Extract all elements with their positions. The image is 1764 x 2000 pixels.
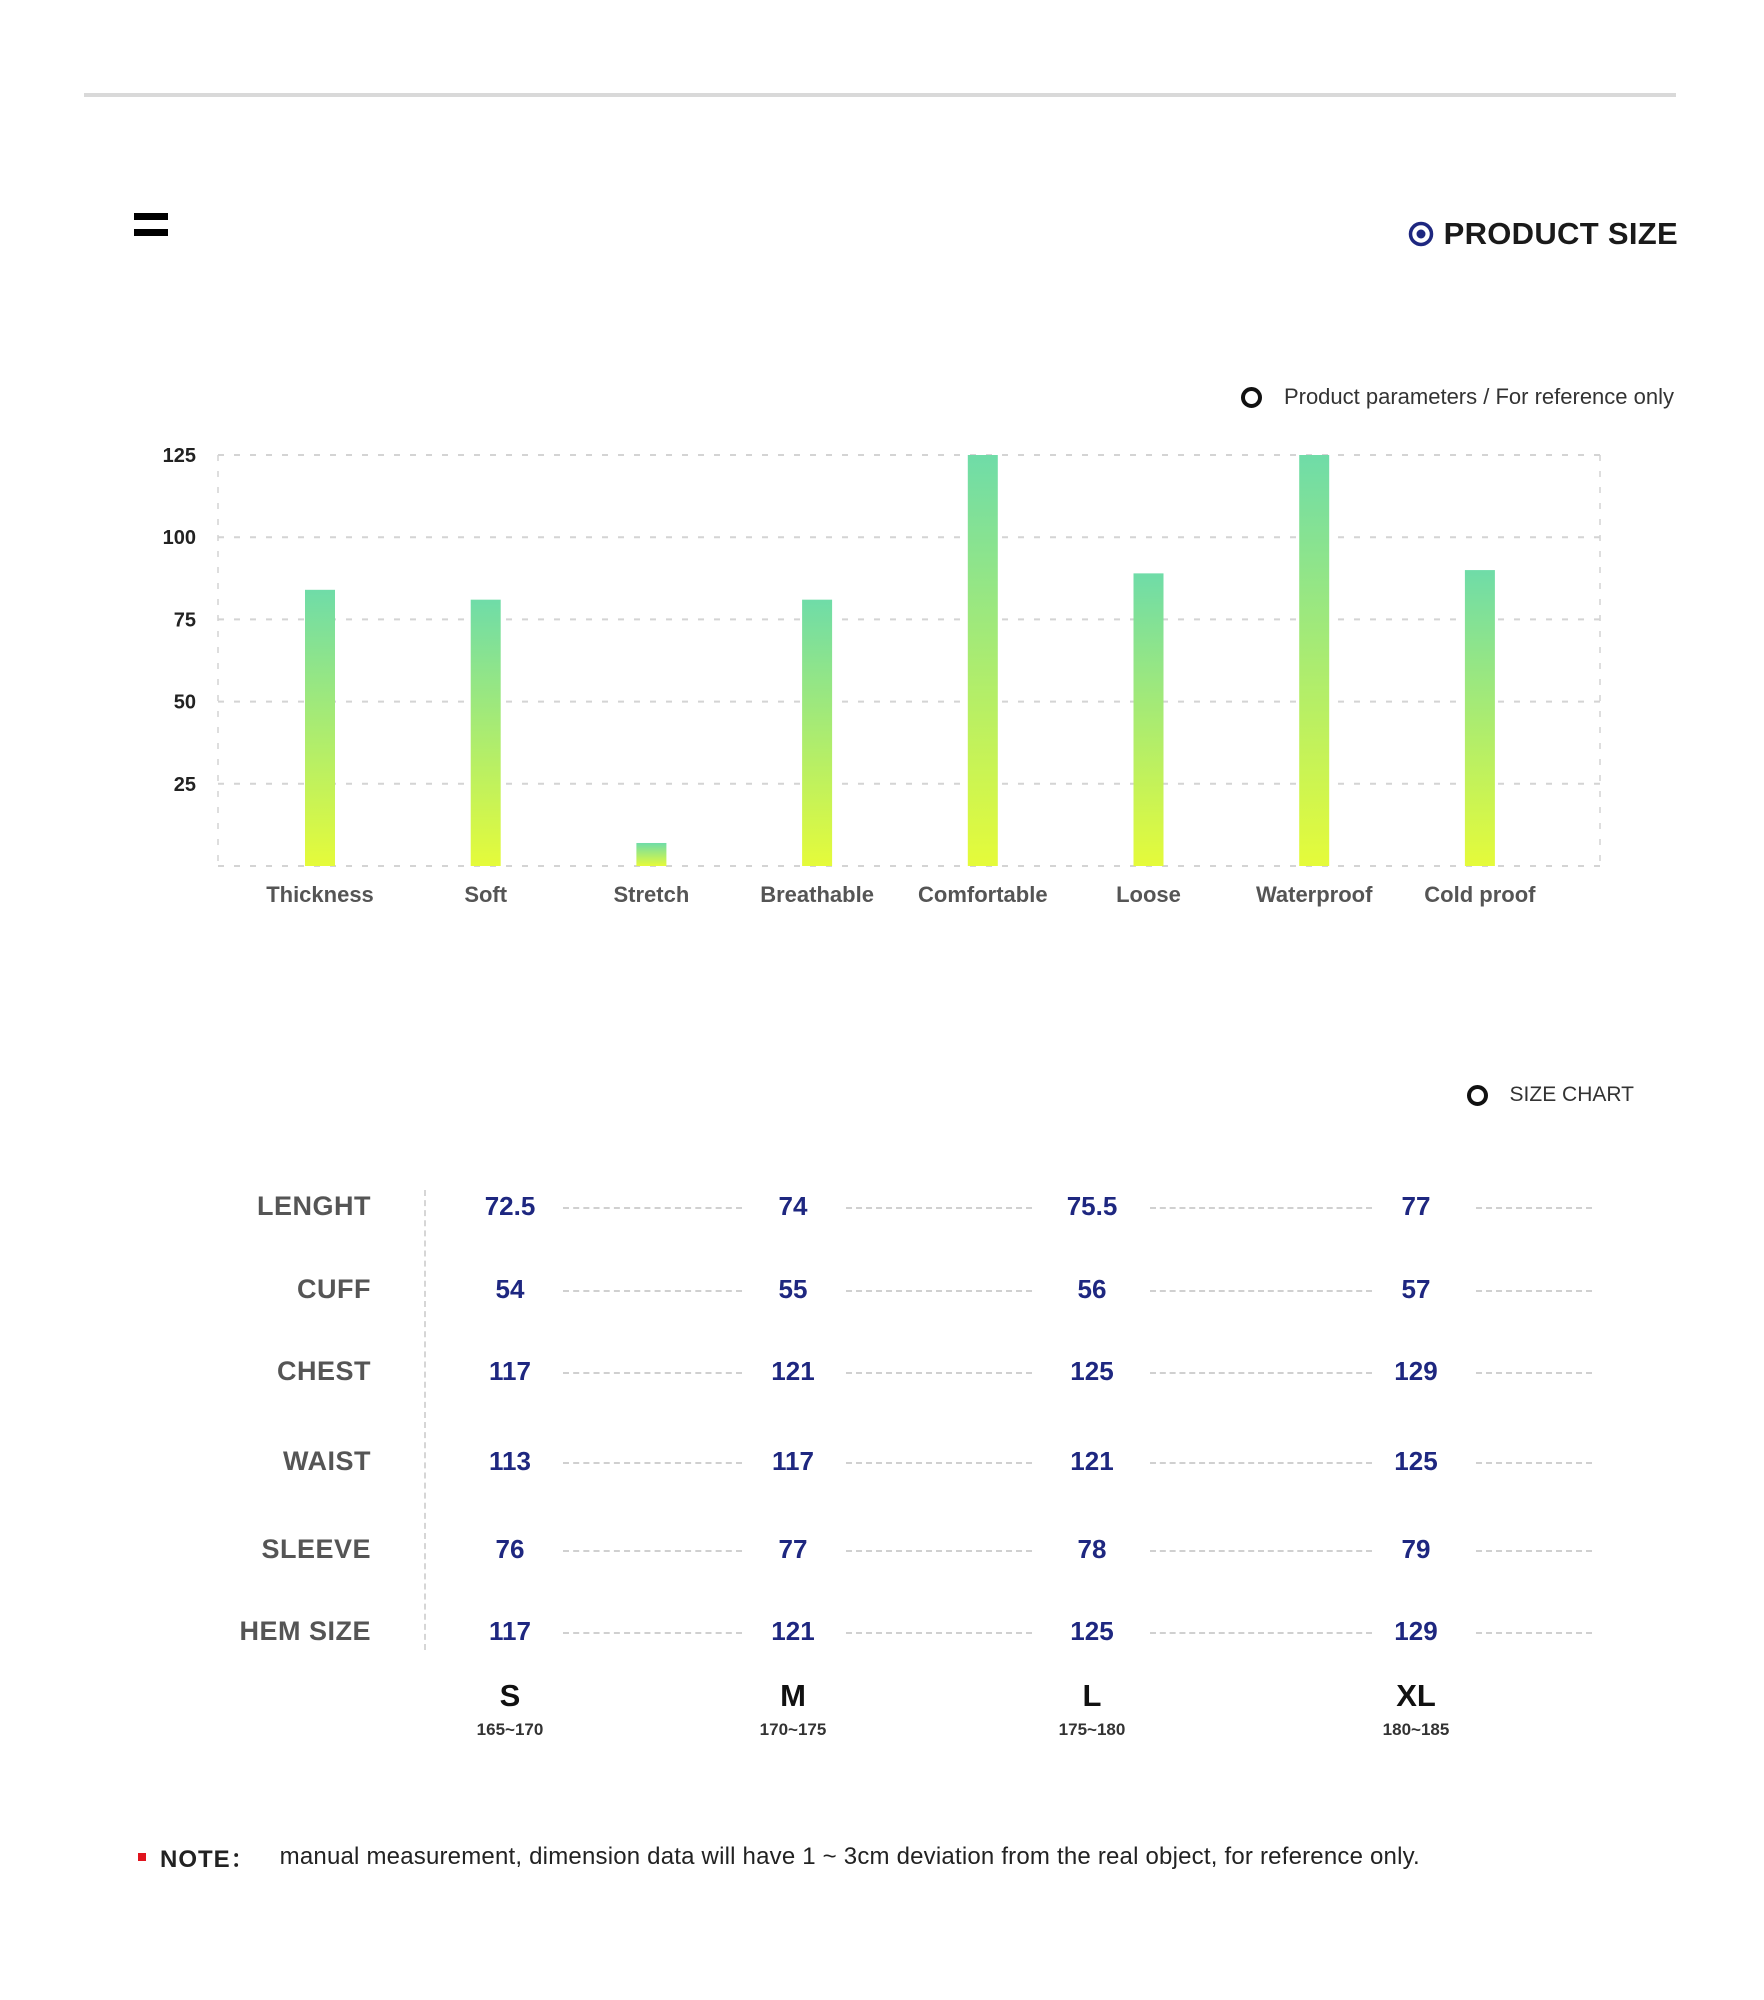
- y-tick-label: 75: [173, 609, 196, 632]
- y-tick-label: 50: [173, 691, 196, 714]
- size-cell: 77: [1401, 1191, 1431, 1221]
- row-leader-line: [1150, 1290, 1372, 1292]
- size-row-label: CHEST: [276, 1356, 371, 1386]
- x-tick-label: Waterproof: [1255, 882, 1373, 907]
- size-row-label: SLEEVE: [261, 1534, 371, 1564]
- size-chart-caption: [1467, 1083, 1634, 1107]
- x-tick-label: Breathable: [760, 882, 874, 907]
- size-row-label: CUFF: [297, 1274, 371, 1304]
- bar: [1134, 573, 1164, 866]
- size-cell: 125: [1070, 1616, 1114, 1646]
- row-leader-line: [563, 1290, 742, 1292]
- row-leader-line: [1150, 1550, 1372, 1552]
- bar: [636, 843, 666, 866]
- chart-labels: [163, 445, 1537, 907]
- ring-icon: [1467, 1085, 1488, 1106]
- size-cell: 55: [778, 1274, 808, 1304]
- size-column-name: XL: [1396, 1678, 1436, 1713]
- size-row-label: LENGHT: [257, 1191, 371, 1221]
- size-column-name: S: [499, 1678, 521, 1713]
- bar: [1299, 455, 1329, 866]
- y-tick-label: 125: [162, 445, 196, 467]
- row-leader-line: [1150, 1632, 1372, 1634]
- size-height-range: 165~170: [476, 1720, 544, 1739]
- bar: [1465, 570, 1495, 866]
- chart-caption-text: Product parameters / For reference only: [1283, 384, 1674, 409]
- row-leader-line: [1476, 1462, 1592, 1464]
- size-row-label: HEM SIZE: [239, 1616, 371, 1646]
- size-cell: 57: [1401, 1274, 1431, 1304]
- size-cell: 125: [1394, 1446, 1438, 1476]
- size-height-range: 175~180: [1058, 1720, 1126, 1739]
- row-leader-line: [563, 1632, 742, 1634]
- bar: [968, 455, 998, 866]
- row-leader-line: [1476, 1632, 1592, 1634]
- x-tick-label: Soft: [464, 882, 508, 907]
- row-leader-line: [846, 1290, 1032, 1292]
- bar: [305, 590, 335, 866]
- row-leader-line: [1150, 1372, 1372, 1374]
- x-tick-label: Cold proof: [1424, 882, 1536, 907]
- x-tick-label: Stretch: [613, 882, 690, 907]
- size-cell: 121: [771, 1356, 815, 1386]
- size-height-range: 170~175: [759, 1720, 827, 1739]
- size-cell: 129: [1394, 1616, 1438, 1646]
- size-cell: 74: [778, 1191, 808, 1221]
- size-cell: 125: [1070, 1356, 1114, 1386]
- table-divider: [424, 1190, 426, 1650]
- size-cell: 121: [771, 1616, 815, 1646]
- size-cell: 117: [489, 1356, 531, 1386]
- bar: [802, 600, 832, 866]
- size-cell: 117: [489, 1616, 531, 1646]
- x-tick-label: Comfortable: [918, 882, 1048, 907]
- row-leader-line: [1150, 1462, 1372, 1464]
- row-leader-line: [1476, 1550, 1592, 1552]
- note-bullet: [138, 1853, 146, 1861]
- size-cell: 56: [1077, 1274, 1107, 1304]
- note-text: manual measurement, dimension data will have 1 ~ 3cm deviation from the real object, for reference only.: [279, 1842, 1420, 1870]
- note-label: NOTE：: [160, 1846, 256, 1873]
- size-height-range: 180~185: [1382, 1720, 1450, 1739]
- chart-grid: [218, 455, 1600, 866]
- chart-bars: [305, 455, 1495, 866]
- row-leader-line: [846, 1372, 1032, 1374]
- y-tick-label: 25: [173, 773, 196, 796]
- size-cell: 113: [489, 1446, 531, 1476]
- row-leader-line: [563, 1207, 742, 1209]
- size-cell: 75.5: [1066, 1191, 1118, 1221]
- row-leader-line: [1476, 1290, 1592, 1292]
- note: [138, 1839, 1420, 1874]
- x-tick-label: Thickness: [266, 882, 374, 907]
- row-leader-line: [846, 1632, 1032, 1634]
- row-leader-line: [1150, 1207, 1372, 1209]
- row-leader-line: [1476, 1372, 1592, 1374]
- row-leader-line: [563, 1462, 742, 1464]
- size-cell: 76: [495, 1534, 525, 1564]
- y-tick-label: 100: [162, 527, 196, 550]
- bar: [471, 600, 501, 866]
- row-leader-line: [846, 1550, 1032, 1552]
- bar-chart: [0, 0, 1764, 930]
- size-cell: 117: [772, 1446, 814, 1476]
- section-title-text: PRODUCT SIZE: [1443, 216, 1678, 251]
- row-leader-line: [846, 1462, 1032, 1464]
- size-cell: 77: [778, 1534, 808, 1564]
- row-leader-line: [1476, 1207, 1592, 1209]
- row-leader-line: [563, 1550, 742, 1552]
- size-cell: 78: [1077, 1534, 1107, 1564]
- size-cell: 129: [1394, 1356, 1438, 1386]
- size-cell: 72.5: [484, 1191, 536, 1221]
- row-leader-line: [563, 1372, 742, 1374]
- size-cell: 54: [495, 1274, 525, 1304]
- row-leader-line: [846, 1207, 1032, 1209]
- size-row-label: WAIST: [283, 1446, 371, 1476]
- size-column-name: M: [780, 1678, 806, 1713]
- size-cell: 79: [1401, 1534, 1431, 1564]
- x-tick-label: Loose: [1116, 882, 1181, 907]
- size-chart-caption-text: SIZE CHART: [1509, 1083, 1634, 1106]
- size-column-name: L: [1082, 1678, 1102, 1713]
- size-cell: 121: [1070, 1446, 1114, 1476]
